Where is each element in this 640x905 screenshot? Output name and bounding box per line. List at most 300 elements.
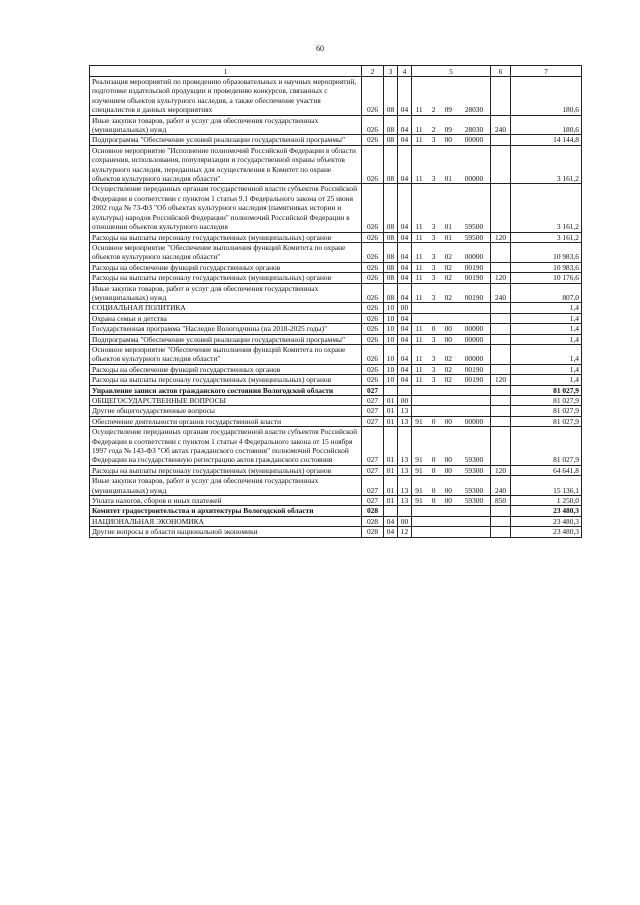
target-article-part: 00 — [444, 135, 452, 145]
expense-type-code — [491, 385, 511, 395]
expense-type-code: 120 — [491, 273, 511, 283]
table-row — [90, 416, 582, 426]
table-row — [90, 232, 582, 242]
subsection-code: 13 — [398, 496, 412, 506]
target-article-part: 11 — [415, 125, 423, 135]
admin-code: 027 — [362, 416, 384, 426]
amount: 807,0 — [511, 283, 582, 303]
subsection-code: 04 — [398, 184, 412, 232]
expense-type-code: 850 — [491, 496, 511, 506]
amount: 1,4 — [511, 324, 582, 334]
section-code: 01 — [384, 406, 398, 416]
expense-type-code — [491, 364, 511, 374]
row-name: Осуществление переданных органам государственной власти субъектов Российской Федерации в соответствии с пунктом 1 статьи 9.1 Федерального закона от 25 июня 2002 года № 73-ФЗ "Об объектах культурного наследия (памятниках истории и культуры) народов Российской Федерации" полномочий Российской Федерации в отношении объектов культурного наследия — [90, 184, 362, 232]
target-article-part: 00000 — [464, 334, 484, 344]
subsection-code: 04 — [398, 262, 412, 272]
target-article-part: 00 — [444, 485, 452, 495]
target-article-part: 0 — [431, 416, 436, 426]
subsection-code: 04 — [398, 375, 412, 385]
admin-code: 026 — [362, 334, 384, 344]
target-article-part: 3 — [431, 232, 436, 242]
expense-type-code — [491, 324, 511, 334]
section-code: 10 — [384, 303, 398, 313]
target-article-part: 00 — [444, 324, 452, 334]
row-name: Расходы на выплаты персоналу государственных (муниципальных) органов — [90, 232, 362, 242]
admin-code: 026 — [362, 115, 384, 135]
target-article-part: 00 — [444, 465, 452, 475]
table-row — [90, 313, 582, 323]
header-col-4: 4 — [398, 66, 412, 77]
target-article-code — [412, 115, 491, 135]
table-row — [90, 496, 582, 506]
target-article-part: 3 — [431, 364, 436, 374]
table-row — [90, 406, 582, 416]
target-article-code — [412, 385, 491, 395]
table-row — [90, 115, 582, 135]
amount: 81 027,9 — [511, 385, 582, 395]
subsection-code: 04 — [398, 324, 412, 334]
amount: 3 161,2 — [511, 145, 582, 184]
target-article-part: 11 — [415, 324, 423, 334]
row-name: Реализация мероприятий по проведению образовательных и научных мероприятий, подготовке издательской продукции и проведению конкурсов, связанных с изучением объектов культурного наследия, а также обеспечение участия специалистов в данных мероприятиях — [90, 77, 362, 116]
expense-type-code — [491, 135, 511, 145]
amount: 1 250,0 — [511, 496, 582, 506]
expense-type-code — [491, 77, 511, 116]
row-name: Подпрограмма "Обеспечение условий реализации государственной программы" — [90, 135, 362, 145]
target-article-part: 00 — [444, 496, 452, 506]
table-row — [90, 262, 582, 272]
section-code: 08 — [384, 145, 398, 184]
section-code: 08 — [384, 262, 398, 272]
subsection-code: 13 — [398, 427, 412, 466]
amount: 23 480,3 — [511, 516, 582, 526]
target-article-part: 3 — [431, 135, 436, 145]
row-name: ОБЩЕГОСУДАРСТВЕННЫЕ ВОПРОСЫ — [90, 396, 362, 406]
target-article-part: 09 — [444, 105, 452, 115]
target-article-part: 59500 — [464, 232, 484, 242]
row-name: Иные закупки товаров, работ и услуг для обеспечения государственных (муниципальных) нужд — [90, 115, 362, 135]
admin-code: 026 — [362, 232, 384, 242]
header-row — [90, 66, 582, 77]
target-article-part: 11 — [415, 252, 423, 262]
amount: 10 983,6 — [511, 262, 582, 272]
target-article-code — [412, 344, 491, 364]
amount: 81 027,9 — [511, 406, 582, 416]
target-article-code — [412, 145, 491, 184]
expense-type-code: 120 — [491, 375, 511, 385]
header-col-1: 1 — [90, 66, 362, 77]
amount: 1,4 — [511, 344, 582, 364]
target-article-part: 91 — [415, 455, 423, 465]
admin-code: 028 — [362, 516, 384, 526]
target-article-part: 59300 — [464, 465, 484, 475]
row-name: Расходы на выплаты персоналу государственных (муниципальных) органов — [90, 273, 362, 283]
target-article-code — [412, 313, 491, 323]
admin-code: 027 — [362, 427, 384, 466]
subsection-code: 04 — [398, 313, 412, 323]
admin-code: 026 — [362, 324, 384, 334]
target-article-code — [412, 135, 491, 145]
table-row — [90, 77, 582, 116]
expense-type-code — [491, 527, 511, 537]
table-row — [90, 476, 582, 496]
target-article-part: 0 — [431, 324, 436, 334]
subsection-code: 04 — [398, 145, 412, 184]
admin-code: 026 — [362, 145, 384, 184]
target-article-part: 11 — [415, 174, 423, 184]
section-code: 08 — [384, 283, 398, 303]
amount: 81 027,9 — [511, 396, 582, 406]
section-code: 10 — [384, 344, 398, 364]
target-article-part: 00000 — [464, 135, 484, 145]
target-article-part: 3 — [431, 222, 436, 232]
target-article-part: 3 — [431, 292, 436, 302]
row-name: Расходы на обеспечение функций государственных органов — [90, 364, 362, 374]
row-name: Расходы на выплаты персоналу государственных (муниципальных) органов — [90, 375, 362, 385]
admin-code: 027 — [362, 385, 384, 395]
table-row — [90, 273, 582, 283]
admin-code: 026 — [362, 375, 384, 385]
expense-type-code — [491, 303, 511, 313]
target-article-part: 3 — [431, 273, 436, 283]
amount: 1,4 — [511, 313, 582, 323]
section-code: 01 — [384, 396, 398, 406]
target-article-code — [412, 406, 491, 416]
section-code: 10 — [384, 375, 398, 385]
amount: 3 161,2 — [511, 232, 582, 242]
budget-table — [89, 65, 582, 538]
header-col-2: 2 — [362, 66, 384, 77]
table-row — [90, 465, 582, 475]
subsection-code — [398, 385, 412, 395]
subsection-code: 04 — [398, 273, 412, 283]
table-row — [90, 516, 582, 526]
target-article-part: 59300 — [464, 496, 484, 506]
target-article-part: 00190 — [464, 375, 484, 385]
header-col-5: 5 — [412, 66, 491, 77]
section-code: 08 — [384, 184, 398, 232]
target-article-part: 00000 — [464, 354, 484, 364]
target-article-part: 91 — [415, 485, 423, 495]
target-article-part: 0 — [431, 465, 436, 475]
admin-code: 028 — [362, 527, 384, 537]
admin-code: 027 — [362, 396, 384, 406]
row-name: НАЦИОНАЛЬНАЯ ЭКОНОМИКА — [90, 516, 362, 526]
table-row — [90, 303, 582, 313]
row-name: Другие вопросы в области национальной экономики — [90, 527, 362, 537]
subsection-code: 04 — [398, 334, 412, 344]
subsection-code: 04 — [398, 283, 412, 303]
target-article-part: 91 — [415, 416, 423, 426]
target-article-part: 00190 — [464, 292, 484, 302]
target-article-part: 2 — [431, 125, 436, 135]
expense-type-code: 240 — [491, 115, 511, 135]
table-row — [90, 344, 582, 364]
subsection-code: 04 — [398, 135, 412, 145]
expense-type-code — [491, 506, 511, 516]
target-article-part: 00 — [444, 416, 452, 426]
subsection-code: 13 — [398, 476, 412, 496]
admin-code: 026 — [362, 364, 384, 374]
target-article-code — [412, 396, 491, 406]
target-article-part: 91 — [415, 496, 423, 506]
target-article-part: 59500 — [464, 222, 484, 232]
table-row — [90, 527, 582, 537]
expense-type-code — [491, 313, 511, 323]
target-article-code — [412, 496, 491, 506]
row-name: Основное мероприятие "Исполнение полномочий Российской Федерации в области сохранения, использования, популяризации и государственной охраны объектов культурного наследия, переданных для осуществления в Комитет по охране объектов культурного наследия области" — [90, 145, 362, 184]
target-article-part: 11 — [415, 334, 423, 344]
target-article-part: 02 — [444, 292, 452, 302]
target-article-part: 02 — [444, 252, 452, 262]
target-article-part: 11 — [415, 135, 423, 145]
target-article-part: 3 — [431, 252, 436, 262]
expense-type-code — [491, 396, 511, 406]
expense-type-code — [491, 334, 511, 344]
subsection-code — [398, 506, 412, 516]
admin-code: 026 — [362, 242, 384, 262]
target-article-part: 00190 — [464, 262, 484, 272]
target-article-part: 02 — [444, 364, 452, 374]
row-name: Иные закупки товаров, работ и услуг для обеспечения государственных (муниципальных) нужд — [90, 476, 362, 496]
target-article-part: 00 — [444, 455, 452, 465]
target-article-part: 3 — [431, 354, 436, 364]
target-article-code — [412, 273, 491, 283]
table-row — [90, 385, 582, 395]
target-article-part: 0 — [431, 485, 436, 495]
target-article-part: 28030 — [464, 125, 484, 135]
target-article-part: 02 — [444, 273, 452, 283]
amount: 15 136,1 — [511, 476, 582, 496]
target-article-part: 11 — [415, 105, 423, 115]
admin-code: 026 — [362, 262, 384, 272]
target-article-part: 11 — [415, 262, 423, 272]
target-article-code — [412, 262, 491, 272]
target-article-code — [412, 334, 491, 344]
expense-type-code — [491, 427, 511, 466]
target-article-code — [412, 375, 491, 385]
admin-code: 027 — [362, 476, 384, 496]
page-number: 60 — [316, 44, 324, 53]
table-row — [90, 145, 582, 184]
target-article-code — [412, 232, 491, 242]
table-row — [90, 506, 582, 516]
table-row — [90, 184, 582, 232]
section-code: 08 — [384, 77, 398, 116]
admin-code: 026 — [362, 303, 384, 313]
row-name: Расходы на выплаты персоналу государственных (муниципальных) органов — [90, 465, 362, 475]
table-row — [90, 427, 582, 466]
expense-type-code: 240 — [491, 283, 511, 303]
row-name: Обеспечение деятельности органов государственной власти — [90, 416, 362, 426]
target-article-part: 00 — [444, 334, 452, 344]
row-name: Основное мероприятие "Обеспечение выполнения функций Комитета по охране объектов культурного наследия области" — [90, 242, 362, 262]
target-article-part: 3 — [431, 375, 436, 385]
subsection-code: 00 — [398, 303, 412, 313]
section-code: 01 — [384, 416, 398, 426]
subsection-code: 13 — [398, 406, 412, 416]
expense-type-code: 120 — [491, 465, 511, 475]
section-code: 10 — [384, 364, 398, 374]
subsection-code: 00 — [398, 396, 412, 406]
target-article-code — [412, 324, 491, 334]
expense-type-code — [491, 242, 511, 262]
amount: 23 480,3 — [511, 527, 582, 537]
expense-type-code — [491, 262, 511, 272]
expense-type-code — [491, 516, 511, 526]
target-article-part: 0 — [431, 496, 436, 506]
target-article-part: 91 — [415, 465, 423, 475]
admin-code: 026 — [362, 77, 384, 116]
row-name: Расходы на обеспечение функций государственных органов — [90, 262, 362, 272]
expense-type-code — [491, 184, 511, 232]
admin-code: 027 — [362, 406, 384, 416]
section-code: 08 — [384, 232, 398, 242]
table-row — [90, 364, 582, 374]
amount: 1,4 — [511, 364, 582, 374]
row-name: Основное мероприятие "Обеспечение выполнения функций Комитета по охране объектов культурного наследия области" — [90, 344, 362, 364]
target-article-part: 02 — [444, 354, 452, 364]
section-code: 04 — [384, 516, 398, 526]
admin-code: 027 — [362, 465, 384, 475]
subsection-code: 13 — [398, 416, 412, 426]
table-row — [90, 334, 582, 344]
target-article-code — [412, 506, 491, 516]
amount: 23 480,3 — [511, 506, 582, 516]
header-col-7: 7 — [511, 66, 582, 77]
section-code: 01 — [384, 496, 398, 506]
row-name: СОЦИАЛЬНАЯ ПОЛИТИКА — [90, 303, 362, 313]
target-article-code — [412, 516, 491, 526]
row-name: Подпрограмма "Обеспечение условий реализации государственной программы" — [90, 334, 362, 344]
target-article-part: 00000 — [464, 416, 484, 426]
target-article-part: 00190 — [464, 364, 484, 374]
section-code: 04 — [384, 527, 398, 537]
row-name: Комитет градостроительства и архитектуры Вологодской области — [90, 506, 362, 516]
table-row — [90, 375, 582, 385]
amount: 180,6 — [511, 77, 582, 116]
section-code — [384, 385, 398, 395]
target-article-code — [412, 427, 491, 466]
amount: 1,4 — [511, 303, 582, 313]
admin-code: 026 — [362, 135, 384, 145]
row-name: Управление записи актов гражданского состояния Вологодской области — [90, 385, 362, 395]
amount: 14 144,8 — [511, 135, 582, 145]
target-article-code — [412, 283, 491, 303]
target-article-part: 11 — [415, 273, 423, 283]
section-code: 08 — [384, 242, 398, 262]
expense-type-code — [491, 344, 511, 364]
row-name: Иные закупки товаров, работ и услуг для обеспечения государственных (муниципальных) нужд — [90, 283, 362, 303]
subsection-code: 04 — [398, 232, 412, 242]
row-name: Государственная программа "Наследие Вологодчины (на 2018-2025 годы)" — [90, 324, 362, 334]
target-article-part: 3 — [431, 262, 436, 272]
target-article-part: 11 — [415, 232, 423, 242]
amount: 10 176,6 — [511, 273, 582, 283]
expense-type-code — [491, 406, 511, 416]
target-article-code — [412, 184, 491, 232]
target-article-part: 11 — [415, 222, 423, 232]
subsection-code: 04 — [398, 77, 412, 116]
target-article-part: 11 — [415, 354, 423, 364]
target-article-part: 59300 — [464, 485, 484, 495]
target-article-part: 3 — [431, 174, 436, 184]
amount: 3 161,2 — [511, 184, 582, 232]
section-code: 08 — [384, 135, 398, 145]
target-article-part: 00000 — [464, 252, 484, 262]
section-code: 10 — [384, 324, 398, 334]
admin-code: 026 — [362, 273, 384, 283]
target-article-part: 11 — [415, 364, 423, 374]
section-code: 10 — [384, 313, 398, 323]
target-article-part: 01 — [444, 174, 452, 184]
table-row — [90, 135, 582, 145]
target-article-code — [412, 527, 491, 537]
target-article-part: 3 — [431, 334, 436, 344]
table-row — [90, 242, 582, 262]
admin-code: 026 — [362, 313, 384, 323]
target-article-part: 28030 — [464, 105, 484, 115]
section-code: 08 — [384, 273, 398, 283]
target-article-code — [412, 416, 491, 426]
row-name: Уплата налогов, сборов и иных платежей — [90, 496, 362, 506]
subsection-code: 04 — [398, 344, 412, 364]
admin-code: 027 — [362, 496, 384, 506]
subsection-code: 13 — [398, 465, 412, 475]
target-article-part: 09 — [444, 125, 452, 135]
target-article-code — [412, 242, 491, 262]
subsection-code: 04 — [398, 242, 412, 262]
section-code: 01 — [384, 465, 398, 475]
row-name: Осуществление переданных органам государственной власти субъектов Российской Федерации в соответствии с пунктом 1 статьи 4 Федерального закона от 15 ноября 1997 года № 143-ФЗ "Об актах гражданского состояния" полномочий Российской Федерации на государственную регистрацию актов гражданского состояния — [90, 427, 362, 466]
target-article-code — [412, 476, 491, 496]
table-row — [90, 324, 582, 334]
subsection-code: 00 — [398, 516, 412, 526]
amount: 1,4 — [511, 375, 582, 385]
amount: 81 027,9 — [511, 416, 582, 426]
target-article-code — [412, 364, 491, 374]
target-article-code — [412, 303, 491, 313]
target-article-part: 00190 — [464, 273, 484, 283]
target-article-part: 0 — [431, 455, 436, 465]
target-article-part: 11 — [415, 292, 423, 302]
subsection-code: 04 — [398, 364, 412, 374]
section-code: 10 — [384, 334, 398, 344]
amount: 1,4 — [511, 334, 582, 344]
target-article-part: 01 — [444, 222, 452, 232]
amount: 81 027,9 — [511, 427, 582, 466]
target-article-part: 00000 — [464, 324, 484, 334]
section-code: 08 — [384, 115, 398, 135]
admin-code: 026 — [362, 184, 384, 232]
target-article-code — [412, 465, 491, 475]
target-article-part: 02 — [444, 375, 452, 385]
expense-type-code — [491, 416, 511, 426]
admin-code: 026 — [362, 283, 384, 303]
amount: 180,6 — [511, 115, 582, 135]
table-row — [90, 283, 582, 303]
expense-type-code: 120 — [491, 232, 511, 242]
target-article-part: 2 — [431, 105, 436, 115]
target-article-part: 01 — [444, 232, 452, 242]
admin-code: 026 — [362, 344, 384, 364]
row-name: Другие общегосударственные вопросы — [90, 406, 362, 416]
section-code: 01 — [384, 476, 398, 496]
header-col-6: 6 — [491, 66, 511, 77]
target-article-part: 02 — [444, 262, 452, 272]
row-name: Охрана семьи и детства — [90, 313, 362, 323]
section-code: 01 — [384, 427, 398, 466]
